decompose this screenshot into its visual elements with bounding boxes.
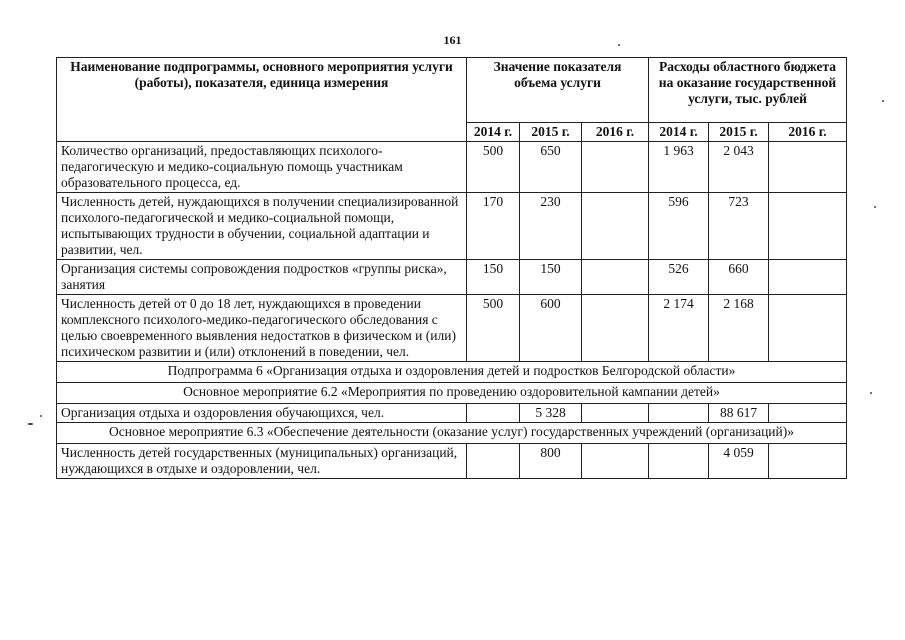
header-expense-group: Расходы областного бюджета на оказание государственной услуги, тыс. рублей [649, 58, 847, 123]
table-row [57, 142, 847, 193]
row-name: Количество организаций, предоставляющих психолого-педагогическую и медико-социальную помощь участникам образовательного процесса, ед. [57, 142, 467, 193]
value-cell: 4 059 [709, 444, 769, 479]
header-year-volume-2015: 2015 г. [520, 123, 582, 142]
value-cell [582, 260, 649, 295]
scan-speckle [28, 423, 33, 425]
value-cell: 230 [520, 193, 582, 260]
header-volume-group: Значение показателя объема услуги [467, 58, 649, 123]
value-cell [769, 404, 847, 423]
header-year-expense-2016: 2016 г. [769, 123, 847, 142]
scan-speckle [882, 100, 884, 102]
value-cell: 170 [467, 193, 520, 260]
value-cell: 500 [467, 295, 520, 362]
row-name: Численность детей от 0 до 18 лет, нуждающихся в проведении комплексного психолого-медико-педагогического обследования с целью своевременного выявления недостатков в физическом и (или) психическом развитии и (или) отклонений в поведении, чел. [57, 295, 467, 362]
header-row [57, 58, 847, 123]
value-cell [769, 295, 847, 362]
row-name: Организация отдыха и оздоровления обучающихся, чел. [57, 404, 467, 423]
section-row [57, 383, 847, 404]
value-cell: 150 [520, 260, 582, 295]
header-name-col: Наименование подпрограммы, основного мероприятия услуги (работы), показателя, единица измерения [57, 58, 467, 142]
value-cell: 800 [520, 444, 582, 479]
value-cell [769, 142, 847, 193]
value-cell: 500 [467, 142, 520, 193]
value-cell: 88 617 [709, 404, 769, 423]
value-cell [649, 404, 709, 423]
row-name: Численность детей государственных (муниципальных) организаций, нуждающихся в отдыхе и оздоровлении, чел. [57, 444, 467, 479]
header-year-expense-2014: 2014 г. [649, 123, 709, 142]
table-row [57, 193, 847, 260]
value-cell: 526 [649, 260, 709, 295]
scan-speckle [874, 206, 876, 208]
value-cell: 596 [649, 193, 709, 260]
value-cell: 5 328 [520, 404, 582, 423]
row-name: Организация системы сопровождения подростков «группы риска», занятия [57, 260, 467, 295]
value-cell: 600 [520, 295, 582, 362]
value-cell: 2 168 [709, 295, 769, 362]
header-year-expense-2015: 2015 г. [709, 123, 769, 142]
table-row [57, 404, 847, 423]
value-cell [582, 404, 649, 423]
value-cell [769, 260, 847, 295]
section-row [57, 362, 847, 383]
section-title: Основное мероприятие 6.2 «Мероприятия по проведению оздоровительной кампании детей» [57, 383, 847, 404]
value-cell [582, 444, 649, 479]
value-cell: 2 043 [709, 142, 769, 193]
scan-speckle [40, 415, 42, 417]
row-name: Численность детей, нуждающихся в получении специализированной психолого-педагогической и медико-социальной помощи, испытывающих трудности в обучении, социальной адаптации и развитии, чел. [57, 193, 467, 260]
value-cell: 723 [709, 193, 769, 260]
table-row [57, 260, 847, 295]
page-number: 161 [443, 33, 462, 47]
section-title: Подпрограмма 6 «Организация отдыха и оздоровления детей и подростков Белгородской области» [57, 362, 847, 383]
value-cell [582, 142, 649, 193]
scan-speckle [870, 392, 872, 394]
value-cell: 150 [467, 260, 520, 295]
section-row [57, 423, 847, 444]
value-cell [467, 404, 520, 423]
value-cell [467, 444, 520, 479]
scan-speckle [618, 44, 620, 46]
value-cell: 660 [709, 260, 769, 295]
value-cell: 1 963 [649, 142, 709, 193]
value-cell [582, 193, 649, 260]
section-title: Основное мероприятие 6.3 «Обеспечение деятельности (оказание услуг) государственных учреждений (организаций)» [57, 423, 847, 444]
value-cell [649, 444, 709, 479]
value-cell [769, 193, 847, 260]
header-year-volume-2014: 2014 г. [467, 123, 520, 142]
value-cell: 650 [520, 142, 582, 193]
table-row [57, 444, 847, 479]
services-table [56, 57, 847, 479]
table-row [57, 295, 847, 362]
value-cell [769, 444, 847, 479]
value-cell [582, 295, 649, 362]
value-cell: 2 174 [649, 295, 709, 362]
header-year-volume-2016: 2016 г. [582, 123, 649, 142]
